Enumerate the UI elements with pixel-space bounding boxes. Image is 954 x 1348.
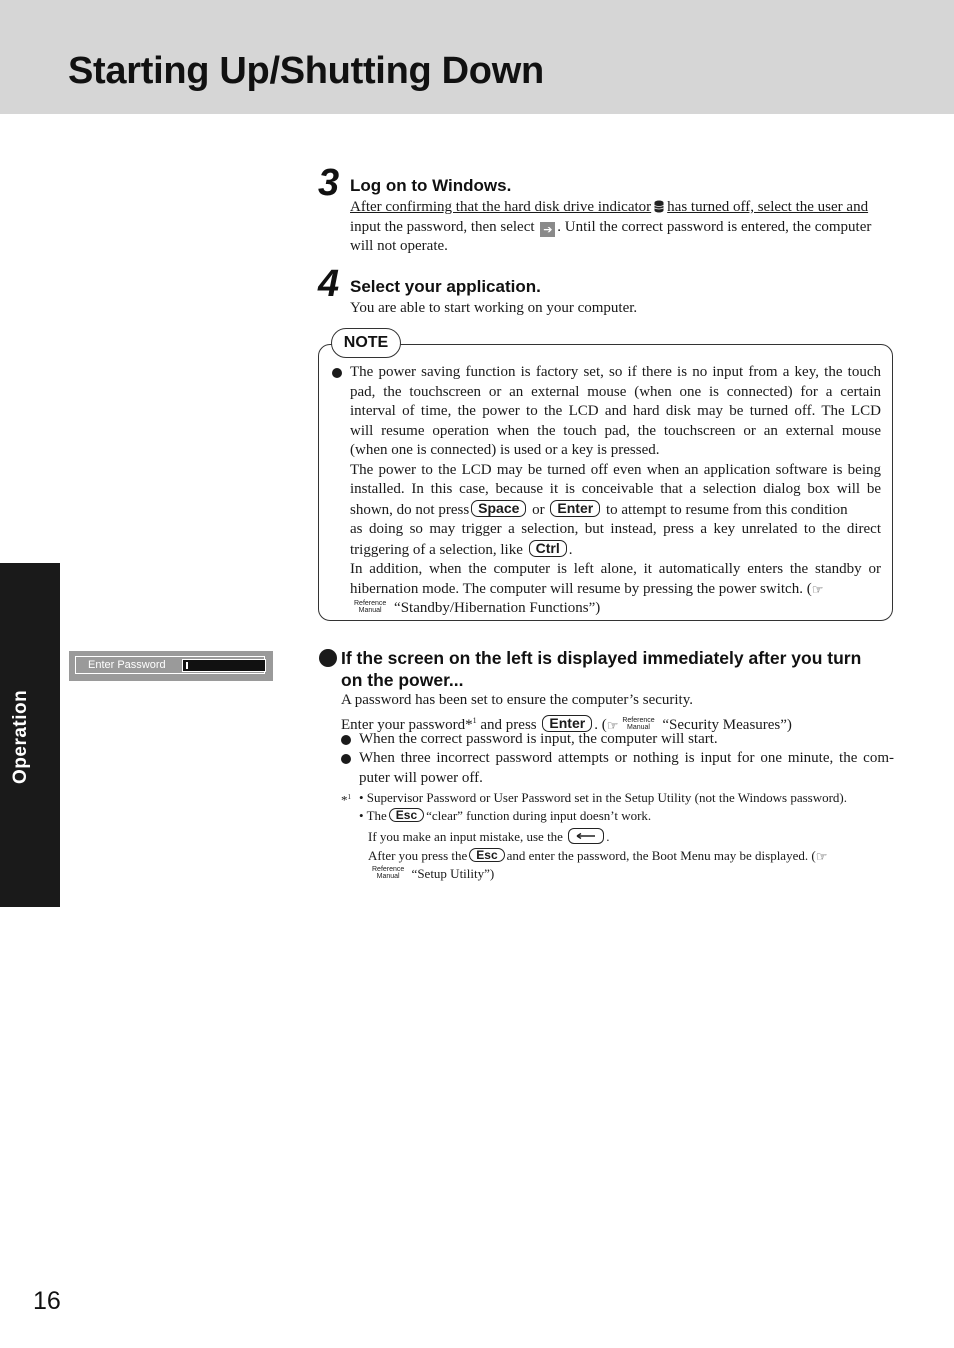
section-title: If the screen on the left is displayed immediately after you turn on the power...: [341, 648, 862, 690]
enter-password-label: Enter Password: [88, 659, 166, 671]
bullet: [341, 754, 351, 764]
note-line: The power to the LCD may be turned off even when an application software is being: [350, 461, 881, 478]
note-line: hibernation mode. The computer will resume by pressing the power switch. (☞: [350, 580, 824, 597]
hard-disk-icon: [654, 200, 664, 213]
footnote-2: • The Esc “clear” function during input doesn’t work.: [359, 808, 652, 823]
note-line: will resume operation when the touch pad, the touchscreen or an external mouse: [350, 422, 881, 439]
text-cursor: [186, 662, 188, 669]
backspace-key: [568, 828, 604, 844]
note-bullet: [332, 368, 342, 378]
note-badge: NOTE: [331, 328, 401, 358]
section-bullet: [319, 649, 337, 667]
note-line: triggering of a selection, like Ctrl .: [350, 539, 573, 558]
backspace-arrow-icon: [569, 829, 603, 843]
note-line: shown, do not press Space or Enter to attempt to resume from this condition: [350, 499, 848, 518]
bullet-1-text: When the correct password is input, the computer will start.: [359, 731, 718, 747]
note-line: The power saving function is factory set, so if there is no input from a key, the touch: [350, 364, 881, 380]
esc-key: Esc: [389, 808, 424, 822]
arrow-right-icon: ➔: [540, 222, 555, 237]
bullet-2-text: When three incorrect password attempts or nothing is input for one minute, the com- puter will power off.: [359, 750, 894, 786]
link-security-measures[interactable]: “Security Measures”): [662, 716, 792, 733]
step-3-line-1: After confirming that the hard disk drive indicator has turned off, select the user and: [350, 199, 869, 215]
reference-manual-icon: Reference Manual: [622, 716, 655, 731]
note-line: [350, 599, 881, 619]
bullet: [341, 735, 351, 745]
step-4-body: You are able to start working on your computer.: [350, 300, 638, 316]
enter-key: Enter: [542, 715, 592, 732]
section-body: A password has been set to ensure the computer’s security. Enter your password*$^1$ and press Enter . (☞ Reference Manual “Security Measures”): [341, 692, 792, 733]
link-standby-hibernation[interactable]: “Standby/Hibernation Functions”): [394, 600, 601, 616]
step-3-body: [350, 198, 894, 257]
pointing-hand-icon: ☞: [606, 717, 619, 733]
page-title: Starting Up/Shutting Down: [68, 50, 544, 92]
space-key: Space: [471, 500, 526, 517]
footnote-5: [368, 864, 494, 883]
reference-manual-icon: Reference Manual: [372, 866, 405, 880]
page-header: [0, 0, 954, 114]
note-line: (when one is connected) is used or a key is pressed.: [350, 442, 660, 458]
step-4-title: Select your application.: [350, 277, 541, 296]
pointing-hand-icon: ☞: [815, 849, 828, 864]
footnote-4: After you press the Esc and enter the password, the Boot Menu may be displayed. (☞: [368, 848, 828, 864]
footnote-1: • Supervisor Password or User Password set in the Setup Utility (not the Windows password).: [359, 790, 848, 805]
page-number: 16: [33, 1287, 61, 1315]
password-field: [182, 659, 266, 672]
step-3-number: 3: [318, 162, 340, 204]
esc-key: Esc: [469, 848, 504, 862]
step-4-number: 4: [318, 263, 340, 305]
note-line: In addition, when the computer is left alone, it automatically enters the standby or: [350, 561, 881, 577]
enter-password-screen: [69, 651, 273, 681]
step-3-line-3: will not operate.: [350, 238, 448, 254]
footnote-marker: *$^1$: [341, 792, 351, 808]
note-line: interval of time, the power to the LCD and hard disk may be turned off. The LCD: [350, 403, 881, 419]
ctrl-key: Ctrl: [529, 540, 567, 557]
footnote-3: If you make an input mistake, use the .: [368, 829, 610, 844]
step-3-line-2: input the password, then select ➔ . Until the correct password is entered, the computer: [350, 218, 872, 236]
step-3-title: Log on to Windows.: [350, 176, 512, 195]
reference-manual-icon: Reference Manual: [354, 600, 387, 614]
link-setup-utility[interactable]: “Setup Utility”): [411, 866, 495, 881]
note-line: installed. In this case, because it is conceivable that a selection dialog box will be: [350, 481, 881, 497]
note-line: as doing so may trigger a selection, but instead, press a key unrelated to the direct: [350, 521, 881, 537]
pointing-hand-icon: ☞: [811, 581, 824, 597]
note-text: [350, 363, 881, 619]
enter-key: Enter: [550, 500, 600, 517]
note-line: pad, the touchscreen or an external mouse (when one is connected) for a certain: [350, 383, 881, 400]
side-tab-label: Operation: [10, 689, 31, 784]
